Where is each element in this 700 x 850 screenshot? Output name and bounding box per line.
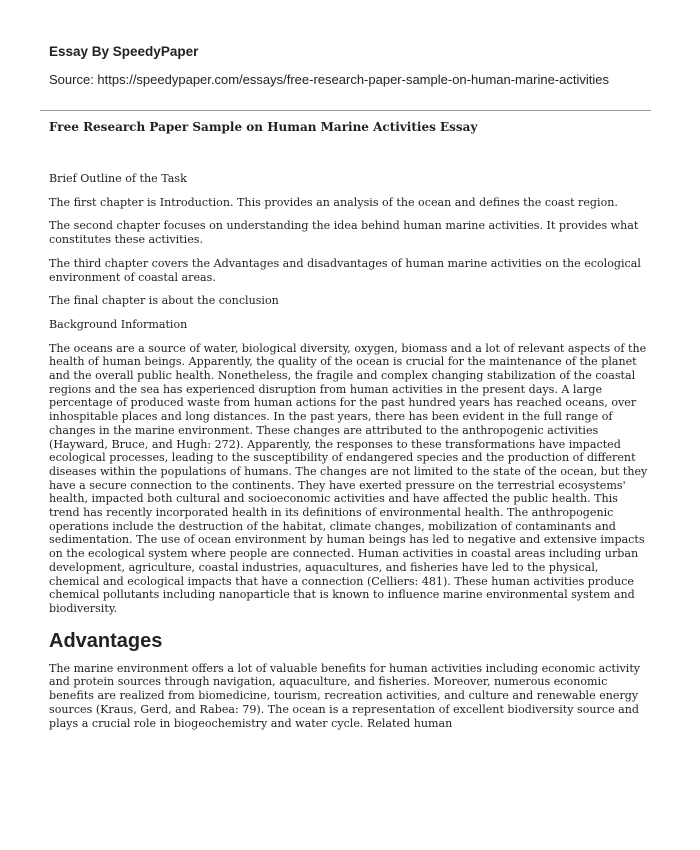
- outline-heading: Brief Outline of the Task: [49, 172, 187, 185]
- document-title: Free Research Paper Sample on Human Marine Activities Essay: [49, 120, 478, 134]
- paragraph-chapter-2: The second chapter focuses on understanding the idea behind human marine activities. It provides what constitutes these activities.: [49, 219, 639, 247]
- paragraph-chapter-1: The first chapter is Introduction. This provides an analysis of the ocean and defines the coast region.: [49, 195, 618, 209]
- advantages-heading: Advantages: [49, 629, 163, 652]
- document-body: [49, 172, 652, 740]
- source-line: Source: https://speedypaper.com/essays/free-research-paper-sample-on-human-marine-activities: [49, 72, 609, 87]
- header-divider: [40, 110, 651, 111]
- paragraph-background: The oceans are a source of water, biological diversity, oxygen, biomass and a lot of relevant aspects of the health of human beings. Apparently, the quality of the ocean is crucial for the maintenance of the planet and the overall public health. Nonetheless, the fragile and complex changing stabilization of the coastal regions and the sea has experienced disruption from human activities in the present days. A large percentage of produced waste from human actions for the past hundred years has reached oceans, over inhospitable places and long distances. In the past years, there has been evident in the full range of changes in the marine environment. These changes are attributed to the anthropogenic activities (Hayward, Bruce, and Hugh: 272). Apparently, the responses to these transformations have impacted ecological processes, leading to the susceptibility of endangered species and the production of different diseases within the populations of humans. The changes are not limited to the state of the ocean, but they have a secure connection to the continents. They have exerted pressure on the terrestrial ecosystems' health, impacted both cultural and socioeconomic activities and have affected the public health. This trend has recently incorporated health in its definitions of environmental health. The anthropogenic operations include the destruction of the habitat, climate changes, mobilization of contaminants and sedimentation. The use of ocean environment by human beings has led to negative and extensive impacts on the ecological system where people are connected. Human activities in coastal areas including urban development, agriculture, coastal industries, aquacultures, and fisheries have led to the physical, chemical and ecological impacts that have a connection (Celliers: 481). These human activities produce chemical pollutants including nanoparticle that is known to influence marine environmental system and biodiversity.: [49, 341, 648, 615]
- paragraph-advantages: The marine environment offers a lot of valuable benefits for human activities including economic activity and protein sources through navigation, aquaculture, and fisheries. Moreover, numerous economic benefits are realized from biomedicine, tourism, recreation activities, and culture and renewable energy sources (Kraus, Gerd, and Rabea: 79). The ocean is a representation of excellent biodiversity source and plays a crucial role in biogeochemistry and water cycle. Related human: [49, 661, 641, 730]
- paragraph-chapter-4: The final chapter is about the conclusion: [49, 294, 279, 308]
- paragraph-chapter-3: The third chapter covers the Advantages and disadvantages of human marine activities on the ecological environment of coastal areas.: [49, 256, 641, 284]
- header-title: Essay By SpeedyPaper: [49, 44, 199, 59]
- background-heading: Background Information: [49, 317, 188, 331]
